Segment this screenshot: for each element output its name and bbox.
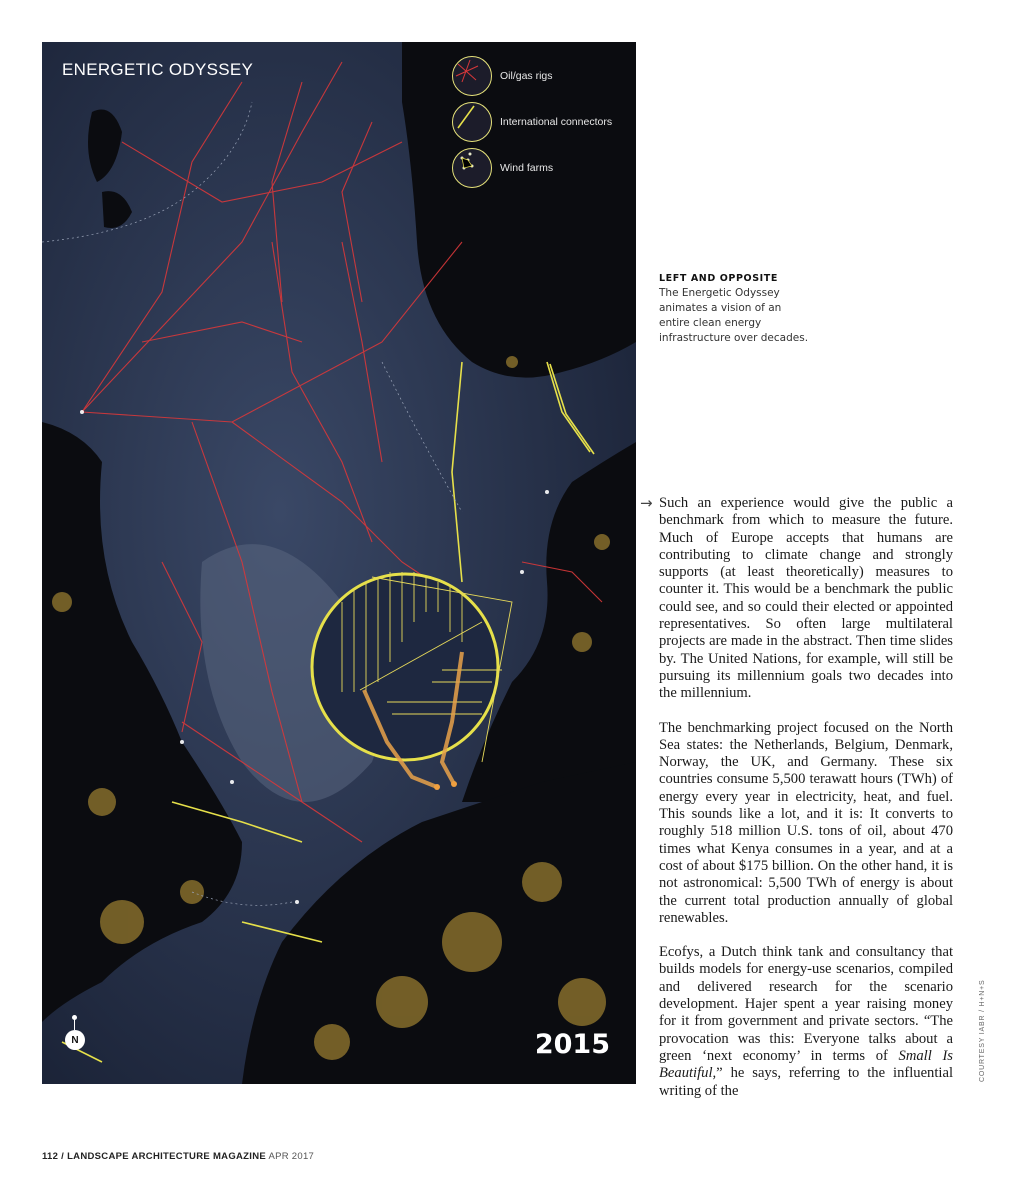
oil-gas-rig-icon [452,56,492,96]
compass-north-icon: N [65,1030,85,1050]
article-body [659,495,953,1117]
connector-line-icon [452,102,492,142]
map-title: ENERGETIC ODYSSEY [62,60,254,79]
wind-farm-icon [452,148,492,188]
book-title: Small Is Beautiful, [659,1047,953,1082]
article-paragraph: Such an experience would give the public a benchmark from which to measure the future. Much of Europe accepts that humans are contributing to climate change and strongly supports (at least theoretically) measures to counter it. This would be a benchmark the public could see, and so could their elected or appointed representatives. So often large multilateral projects are made in the abstract. Then time slides by. The United Nations, for example, will still be pursuing its millennium goals two decades into the millennium. [659,495,953,702]
wind-farm-zoom-circle [312,574,498,760]
map-year: 2015 [534,1029,610,1060]
caption-heading: LEFT AND OPPOSITE [659,273,778,284]
continue-arrow-icon: → [640,494,653,512]
issue-date: APR 2017 [268,1151,315,1162]
photo-credit: COURTESY IABR / H+N+S [979,979,986,1082]
image-caption [659,271,809,346]
map-graphic [42,42,636,1084]
article-paragraph: Ecofys, a Dutch think tank and consultancy that builds models for energy-use scenarios, compiled and delivered research for the scenario development. Hajer spent a year raising money for it from government and private sectors. “The provocation was this: Everyone talks about a green ‘next economy’ in terms of Small Is Beautiful,” he says, referring to the influential writing of the [659,944,953,1099]
caption-text: The Energetic Odyssey animates a vision of an entire clean energy infrastructure over decades. [659,287,809,344]
publication-name: LANDSCAPE ARCHITECTURE MAGAZINE [67,1151,267,1162]
legend-item-connectors [452,102,612,142]
legend-label: International connectors [500,116,613,128]
legend-label: Oil/gas rigs [500,70,553,82]
page-footer [42,1151,314,1162]
north-sea-map [42,42,636,1084]
page-number: 112 / [42,1151,65,1162]
legend-label: Wind farms [500,162,554,174]
legend-item-wind-farms [452,148,553,188]
legend-item-oil-gas-rigs [452,56,553,96]
article-paragraph: The benchmarking project focused on the North Sea states: the Netherlands, Belgium, Denmark, Norway, the UK, and Germany. These six countries consume 5,500 terawatt hours (TWh) of energy every year in electricity, heat, and fuel. This sounds like a lot, and it is: It converts to roughly 518 million U.S. tons of oil, about 470 times what Kenya consumes in a year, and at a cost of about $175 billion. On the other hand, it is not astronomical: 5,500 TWh of energy is about the current total production annually of global renewables. [659,719,953,926]
